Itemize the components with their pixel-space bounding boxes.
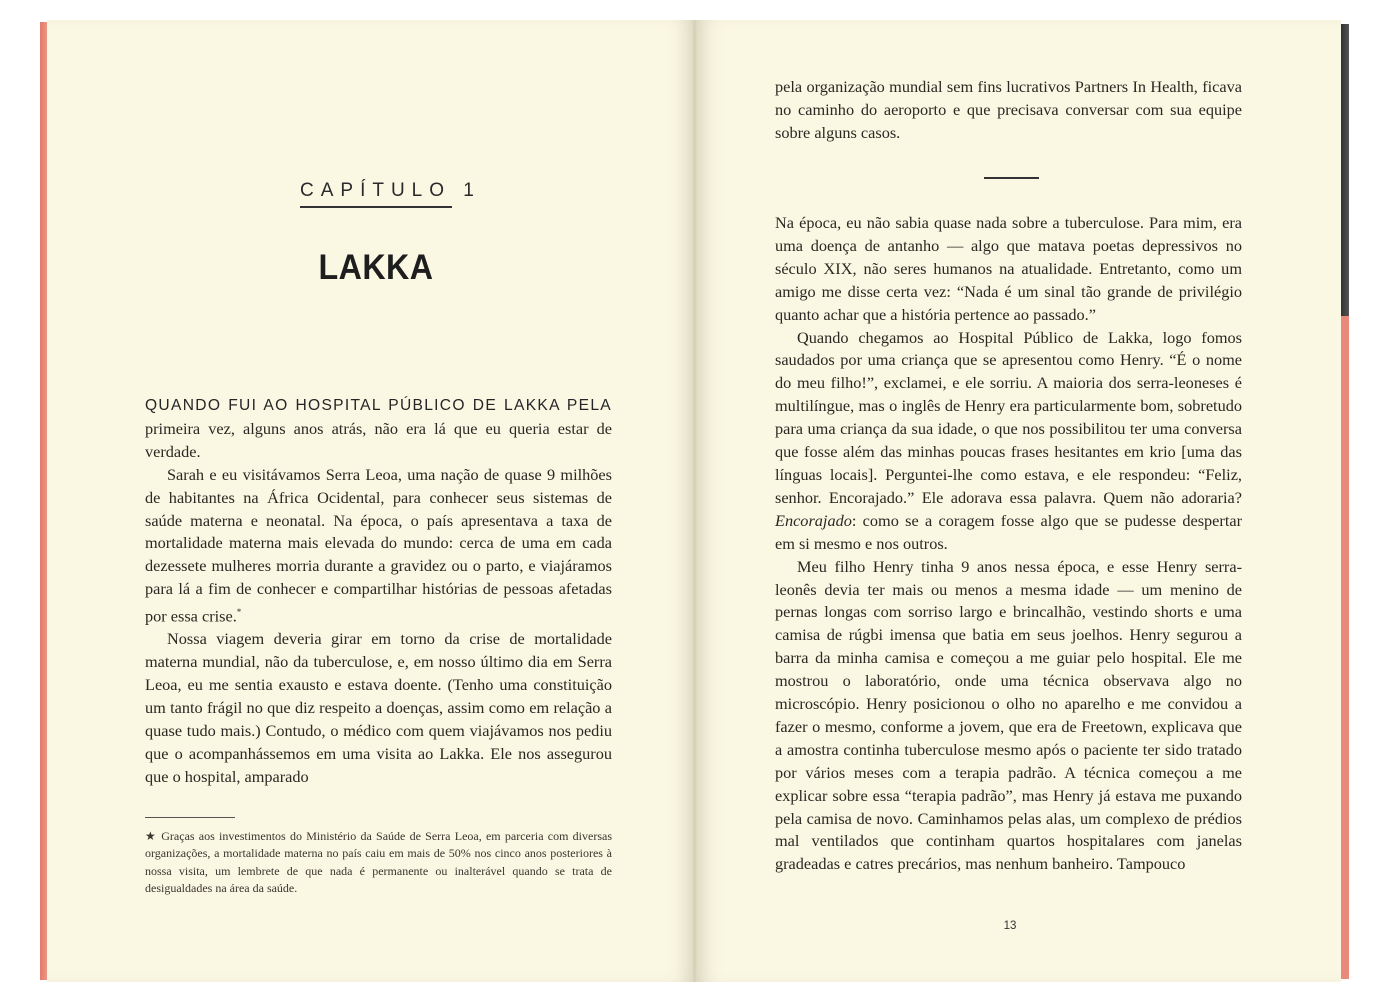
paragraph-tail: : como se a coragem fosse algo que se pudesse despertar em si mesmo e nos outros. xyxy=(775,510,1242,553)
chapter-label: CAPÍTULO 1 xyxy=(300,180,452,208)
book-edge-right-dark xyxy=(1340,24,1349,316)
chapter-title: LAKKA xyxy=(318,248,434,287)
paragraph-text: Quando chegamos ao Hospital Público de Lakka, logo fomos saudados por uma criança que se apresentou como Henry. “É o nome do meu filho!”, exclamei, e ele sorriu. A maioria dos serra-leoneses é multilíngue, mas o inglês de Henry era particularmente bom, sobretudo para uma criança da sua idade, o que nos possibilitou ter uma conversa que fosse além das minhas poucas frases hesitantes em krio [uma das línguas locais]. Perguntei-lhe como estava, e ele respondeu: “Feliz, senhor. Encorajado.” Ele adorava essa palavra. Quem não adoraria? xyxy=(775,327,1242,507)
body-paragraph xyxy=(775,327,1242,556)
opening-small-caps: QUANDO FUI AO HOSPITAL PÚBLICO DE LAKKA PELA xyxy=(145,397,612,414)
left-body-text xyxy=(145,394,612,789)
right-body-text xyxy=(775,212,1242,876)
body-paragraph: Na época, eu não sabia quase nada sobre a tuberculose. Para mim, era uma doença de antanho — algo que matava poetas depressivos no século XIX, não seres humanos na atualidade. Entretanto, como um amigo me disse certa vez: “Nada é um sinal tão grande de privilégio quanto achar que a história pertence ao passado.” xyxy=(775,213,1242,324)
footnote xyxy=(145,828,612,898)
footnote-marker[interactable]: * xyxy=(236,607,242,618)
continuation-paragraph: pela organização mundial sem fins lucrativos Partners In Health, ficava no caminho do aeroporto e que precisava conversar com sua equipe sobre alguns casos. xyxy=(775,77,1242,142)
opening-paragraph xyxy=(145,394,612,464)
paragraph-text: Sarah e eu visitávamos Serra Leoa, uma nação de quase 9 milhões de habitantes na África Ocidental, para conhecer seus sistemas de saúde materna e neonatal. Na época, o país apresentava a taxa de mortalidade materna mais elevada do mundo: cerca de uma em cada dezessete mulheres morria durante a gravidez ou o parto, e viajáramos para lá a fim de conhecer e compartilhar histórias de pessoas afetadas por essa crise. xyxy=(145,464,612,626)
opening-rest: primeira vez, alguns anos atrás, não era lá que eu queria estar de verdade. xyxy=(145,418,612,461)
section-break-rule xyxy=(984,177,1039,179)
body-paragraph: Meu filho Henry tinha 9 anos nessa época, e esse Henry serra-leonês devia ter mais ou menos a mesma idade — um menino de pernas longas com sorriso largo e brincalhão, vestindo shorts e uma camisa de rúgbi imensa que batia em seus joelhos. Henry segurou a barra da minha camisa e começou a me guiar pelo hospital. Ele me mostrou o laboratório, onde uma técnica observava algo no microscópio. Henry posicionou o olho no aparelho e me convidou a fazer o mesmo, conforme a jovem, que era de Freetown, explicava que a amostra continha tuberculose mesmo após o paciente ter sido tratado por vários meses com a terapia padrão. A técnica começou a me explicar sobre essa “terapia padrão”, mas Henry já estava me puxando pela camisa de novo. Caminhamos pelas alas, um complexo de prédios mal ventilados que continham quartos hospitalares com janelas gradeadas e catres precários, mas nenhum banheiro. Tampouco xyxy=(775,556,1242,874)
book-gutter xyxy=(693,20,696,982)
page-number: 13 xyxy=(1003,920,1017,932)
right-top-text xyxy=(775,76,1242,145)
body-paragraph xyxy=(145,464,612,629)
footnote-text: ★ Graças aos investimentos do Ministério da Saúde de Serra Leoa, em parceria com diversas organizações, a mortalidade materna no país caiu em mais de 50% nos cinco anos posteriores à nossa visita, um lembrete de que nada é permanente ou inalterável quando se trata de desigualdades na área da saúde. xyxy=(145,829,612,896)
footnote-divider xyxy=(145,817,235,818)
italic-word: Encorajado xyxy=(775,510,852,530)
body-paragraph: Nossa viagem deveria girar em torno da crise de mortalidade materna mundial, não da tuberculose, e, em nosso último dia em Serra Leoa, eu me sentia exausto e estava doente. (Tenho uma constituição um tanto frágil no que diz respeito a doenças, assim como em relação a quase tudo mais.) Contudo, o médico com quem viajávamos nos pediu que o acompanhássemos em uma visita ao Lakka. Ele nos assegurou que o hospital, amparado xyxy=(145,629,612,786)
